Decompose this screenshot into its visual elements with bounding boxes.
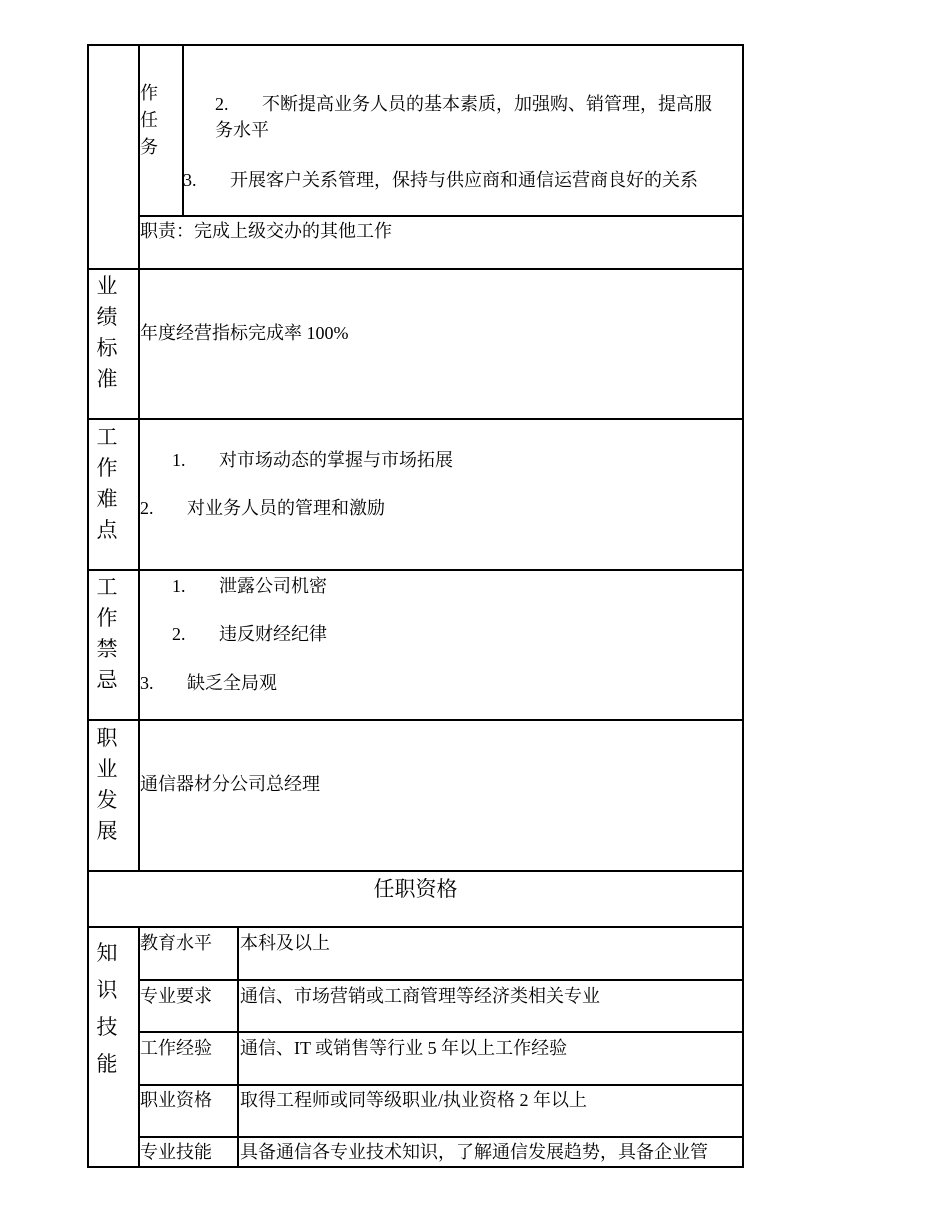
task-item-text: 开展客户关系管理，保持与供应商和通信运营商良好的关系 (230, 170, 698, 190)
row-divider (138, 215, 744, 217)
difficulty-item-number: 2. (140, 498, 154, 518)
table-border-left (87, 44, 89, 1168)
difficulties-label: 工作难点 (96, 425, 118, 542)
row-divider (87, 569, 744, 571)
table-border-right (742, 44, 744, 1168)
performance-text: 年度经营指标完成率 100% (140, 323, 349, 343)
qualification-key: 专业技能 (140, 1142, 212, 1162)
taboo-item-number: 2. (172, 624, 186, 644)
row-divider (138, 1031, 744, 1033)
career-label: 职业发展 (96, 726, 118, 843)
career-text: 通信器材分公司总经理 (140, 774, 320, 794)
qualification-key-divider (237, 927, 239, 1168)
sub-label-work-tasks: 作任务 (140, 83, 158, 157)
knowledge-skills-label: 知识技能 (96, 941, 118, 1076)
row-divider (87, 926, 744, 928)
row-divider (87, 719, 744, 721)
difficulty-item-text: 对市场动态的掌握与市场拓展 (219, 450, 453, 470)
row-divider (87, 870, 744, 872)
row-divider (138, 1136, 744, 1138)
task-item-text: 不断提高业务人员的基本素质，加强购、销管理，提高服 (262, 94, 712, 114)
qualification-value: 具备通信各专业技术知识，了解通信发展趋势，具备企业管 (240, 1142, 708, 1162)
taboo-item-number: 1. (172, 576, 186, 596)
qualification-key: 职业资格 (140, 1090, 212, 1110)
qualification-key: 教育水平 (140, 933, 212, 953)
qualification-value: 取得工程师或同等级职业/执业资格 2 年以上 (240, 1090, 587, 1110)
qualification-key: 工作经验 (140, 1038, 212, 1058)
task-item-text-continued: 务水平 (215, 120, 269, 140)
qualification-value: 本科及以上 (240, 933, 330, 953)
difficulty-item-number: 1. (172, 450, 186, 470)
duty-text: 职责：完成上级交办的其他工作 (140, 221, 392, 241)
qualifications-title: 任职资格 (373, 877, 458, 901)
label-column-divider (138, 44, 140, 871)
qualification-value: 通信、IT 或销售等行业 5 年以上工作经验 (240, 1038, 568, 1058)
taboo-item-number: 3. (140, 673, 154, 693)
qualification-value: 通信、市场营销或工商管理等经济类相关专业 (240, 986, 600, 1006)
table-border-bottom (87, 1166, 744, 1168)
difficulty-item-text: 对业务人员的管理和激励 (187, 498, 385, 518)
row-divider (138, 979, 744, 981)
sub-label-divider (182, 44, 184, 217)
qualification-key: 专业要求 (140, 986, 212, 1006)
row-divider (87, 418, 744, 420)
task-item-number: 2. (215, 94, 229, 114)
taboo-item-text: 缺乏全局观 (187, 673, 277, 693)
taboos-label: 工作禁忌 (96, 575, 118, 692)
taboo-item-text: 违反财经纪律 (219, 624, 327, 644)
performance-label: 业绩标准 (96, 274, 118, 391)
task-item-number: 3. (183, 170, 197, 190)
taboo-item-text: 泄露公司机密 (219, 576, 327, 596)
row-divider (87, 268, 744, 270)
row-divider (138, 1084, 744, 1086)
table-border-top (87, 44, 744, 46)
